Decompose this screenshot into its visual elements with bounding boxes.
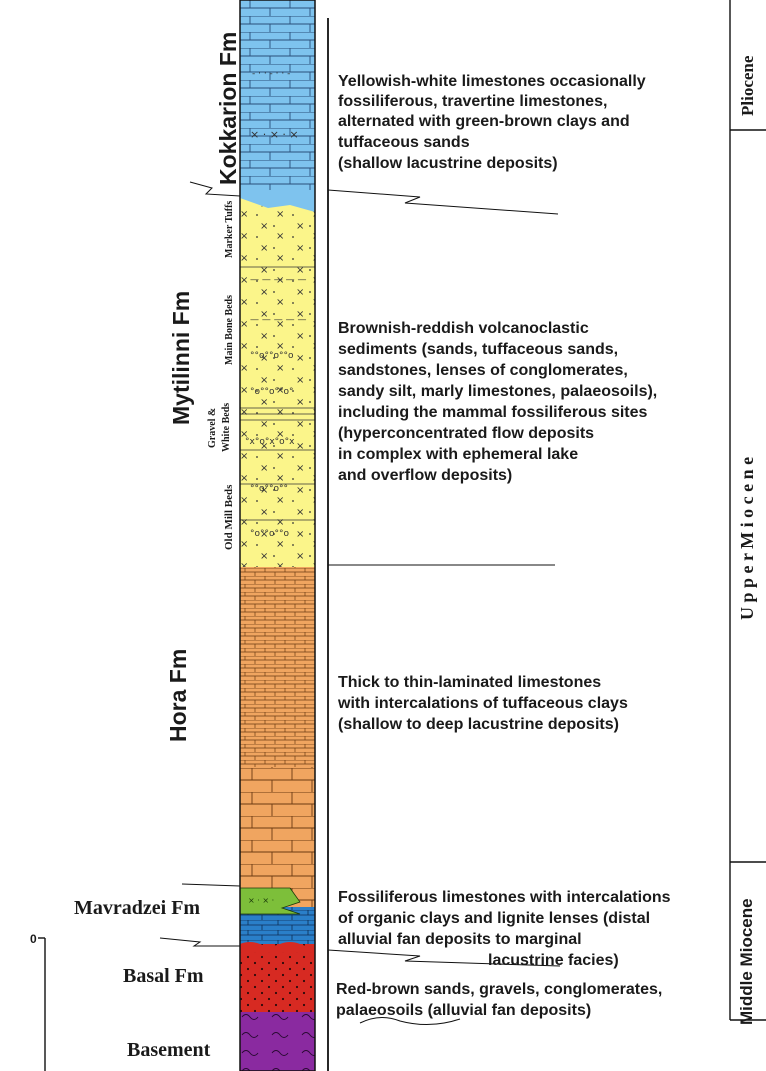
bed-label-gravel: Gravel & <box>207 407 218 448</box>
kokkarion-layer <box>240 0 315 212</box>
hora-layer-laminated <box>240 567 315 767</box>
basement-layer <box>240 1012 315 1071</box>
formation-label-mavradzei: Mavradzei Fm <box>74 897 201 919</box>
lens-marks: × · × · <box>248 896 275 905</box>
description-line: Thick to thin-laminated limestones <box>338 674 602 691</box>
hora-layer <box>240 767 315 907</box>
description-line: sediments (sands, tuffaceous sands, <box>338 341 619 358</box>
bed-label-old-mill-beds: Old Mill Beds <box>223 484 235 550</box>
description-line: Red-brown sands, gravels, conglomerates, <box>336 981 663 998</box>
epoch-label-pliocene: Pliocene <box>738 55 757 116</box>
bed-label-main-bone-beds: Main Bone Beds <box>224 294 235 365</box>
description-mavradzei <box>338 889 671 969</box>
formation-label-mytilinni: Mytilinni Fm <box>168 290 194 425</box>
description-line: lacustrine facies) <box>488 952 619 969</box>
description-line: sandy silt, marly limestones, palaeosoils), <box>338 383 658 400</box>
formation-label-kokkarion: Kokkarion Fm <box>215 31 241 185</box>
svg-text:°x°o°x°o°x: °x°o°x°o°x <box>245 437 295 447</box>
bed-label-white-beds: White Beds <box>221 402 232 452</box>
description-line: alluvial fan deposits to marginal <box>338 931 582 948</box>
description-line: alternated with green-brown clays and <box>338 113 630 130</box>
description-line: fossiliferous, travertine limestones, <box>338 93 608 110</box>
description-line: with intercalations of tuffaceous clays <box>338 695 628 712</box>
formation-label-basement: Basement <box>127 1039 211 1061</box>
description-line: palaeosoils (alluvial fan deposits) <box>336 1002 592 1019</box>
description-line: (shallow lacustrine deposits) <box>338 155 558 172</box>
svg-text:°o°°o°°o: °o°°o°°o <box>250 529 290 539</box>
svg-text:°°o°°o°°: °°o°°o°° <box>250 484 289 494</box>
scale-zero-label: 0 <box>30 932 37 946</box>
svg-text:°o°°o°°o°: °o°°o°°o° <box>250 387 294 397</box>
description-line: of organic clays and lignite lenses (distal <box>338 910 651 927</box>
basal-layer <box>240 944 315 1012</box>
svg-text:°°o°°o°°o: °°o°°o°°o <box>250 351 294 361</box>
scale-bar <box>38 938 45 1071</box>
epoch-label-upper-miocene: U p p e r M i o c e n e <box>737 456 757 620</box>
formation-label-basal: Basal Fm <box>123 965 204 987</box>
description-kokkarion <box>338 73 646 172</box>
description-line: and overflow deposits) <box>338 467 513 484</box>
description-line: (shallow to deep lacustrine deposits) <box>338 716 619 733</box>
description-line: sandstones, lenses of conglomerates, <box>338 362 628 379</box>
svg-text:— — — — —: — — — — — <box>250 275 307 285</box>
svg-text:— — — — —: — — — — — <box>250 315 307 325</box>
lithology-column <box>240 0 315 1071</box>
description-line: Brownish-reddish volcanoclastic <box>338 320 589 337</box>
epoch-label-middle-miocene: Middle Miocene <box>737 898 756 1025</box>
tuff-band-marks: × · × · × <box>250 128 299 141</box>
description-hora <box>337 674 628 733</box>
bed-label-marker-tuffs: Marker Tuffs <box>224 200 235 258</box>
description-line: Fossiliferous limestones with intercalations <box>338 889 671 906</box>
tuff-band-marks: - · · - · · - <box>252 69 291 79</box>
description-line: (hyperconcentrated flow deposits <box>338 425 595 442</box>
description-line: Yellowish-white limestones occasionally <box>338 73 646 90</box>
description-mytilinni <box>338 320 657 484</box>
description-line: tuffaceous sands <box>338 134 470 151</box>
mytilinni-layer <box>240 195 315 567</box>
description-basal <box>336 981 662 1019</box>
description-line: in complex with ephemeral lake <box>338 446 579 463</box>
description-line: including the mammal fossiliferous sites <box>338 404 648 421</box>
formation-label-hora: Hora Fm <box>165 648 191 742</box>
